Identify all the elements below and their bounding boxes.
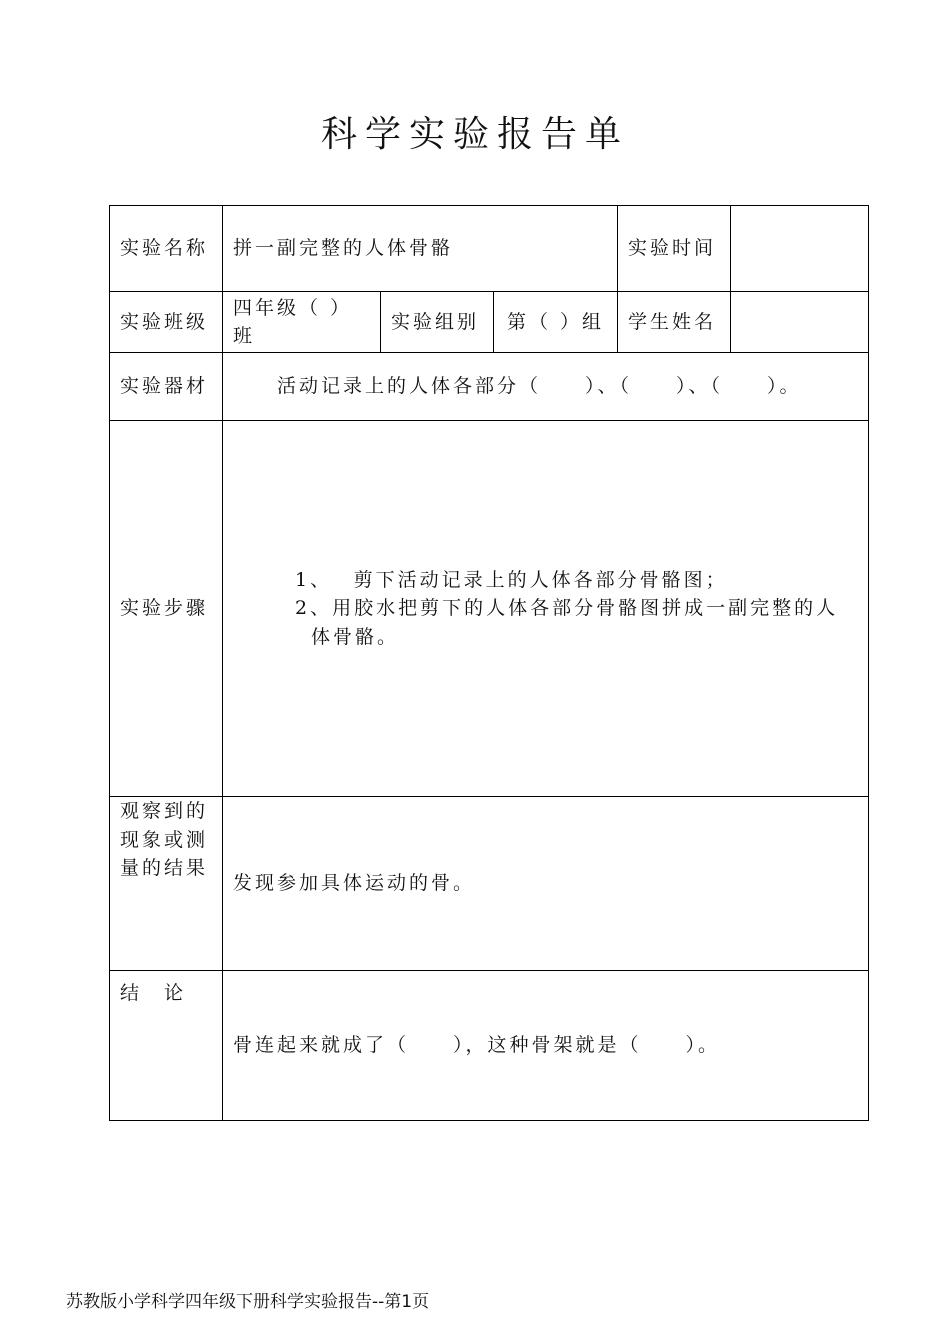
report-table xyxy=(109,205,869,1121)
conclusion-value[interactable]: 骨连起来就成了（ ），这种骨架就是（ ）。 xyxy=(223,971,869,1121)
page-title: 科学实验报告单 xyxy=(320,114,629,155)
time-value[interactable] xyxy=(731,206,869,292)
equipment-label: 实验器材 xyxy=(110,353,223,421)
steps-content xyxy=(223,421,869,797)
group-label: 实验组别 xyxy=(381,292,494,353)
class-label: 实验班级 xyxy=(110,292,223,353)
group-value[interactable]: 第（ ）组 xyxy=(494,292,618,353)
row-conclusion xyxy=(110,971,869,1121)
step-1: 1、 剪下活动记录上的人体各部分骨骼图； xyxy=(295,568,728,591)
class-value[interactable]: 四年级（ ）班 xyxy=(223,292,381,353)
row-equipment xyxy=(110,353,869,421)
student-label: 学生姓名 xyxy=(618,292,731,353)
conclusion-label: 结 论 xyxy=(110,971,223,1121)
row-steps xyxy=(110,421,869,797)
steps-label: 实验步骤 xyxy=(110,421,223,797)
name-value: 拼一副完整的人体骨骼 xyxy=(223,206,618,292)
step-2-continued: 体骨骼。 xyxy=(311,625,400,648)
page-footer: 苏教版小学科学四年级下册科学实验报告--第1页 xyxy=(66,1292,430,1312)
row-class xyxy=(110,292,869,353)
step-2: 2、用胶水把剪下的人体各部分骨骼图拼成一副完整的人 xyxy=(295,597,839,620)
student-value[interactable] xyxy=(731,292,869,353)
row-experiment-name xyxy=(110,206,869,292)
time-label: 实验时间 xyxy=(618,206,731,292)
observe-label: 观察到的现象或测量的结果 xyxy=(110,797,223,971)
name-label: 实验名称 xyxy=(110,206,223,292)
equipment-value[interactable]: 活动记录上的人体各部分（ ）、（ ）、（ ）。 xyxy=(223,353,869,421)
observe-value[interactable]: 发现参加具体运动的骨。 xyxy=(223,797,869,971)
row-observation xyxy=(110,797,869,971)
